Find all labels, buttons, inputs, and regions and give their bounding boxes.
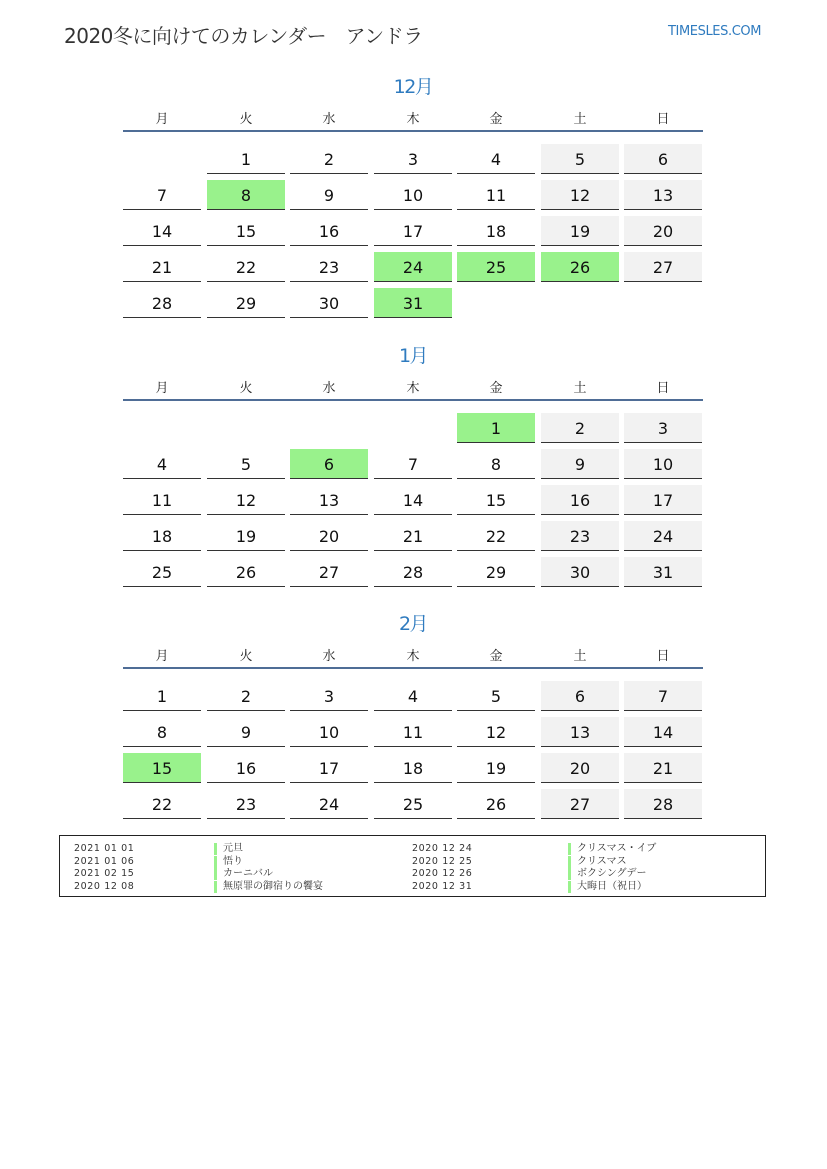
day-cell[interactable]: 2: [541, 413, 619, 443]
day-cell[interactable]: 4: [374, 681, 452, 711]
day-cell[interactable]: 5: [457, 681, 535, 711]
weekday-label: 火: [239, 649, 253, 664]
day-cell[interactable]: 27: [541, 789, 619, 819]
legend-holiday-name: クリスマス: [568, 856, 627, 868]
day-cell[interactable]: 1: [207, 144, 285, 174]
day-cell[interactable]: 27: [624, 252, 702, 282]
weekday-label: 月: [155, 381, 169, 396]
day-cell[interactable]: 17: [624, 485, 702, 515]
holiday-day-cell[interactable]: 1: [457, 413, 535, 443]
legend-holiday-name: 無原罪の御宿りの饗宴: [214, 881, 323, 893]
day-cell[interactable]: 28: [374, 557, 452, 587]
day-cell[interactable]: 28: [123, 288, 201, 318]
legend-holiday-name: 大晦日（祝日）: [568, 881, 647, 893]
day-cell[interactable]: 3: [290, 681, 368, 711]
day-cell[interactable]: 25: [123, 557, 201, 587]
day-cell[interactable]: 13: [541, 717, 619, 747]
weekday-label: 火: [239, 381, 253, 396]
legend-date: 2020 12 24: [412, 843, 473, 854]
day-cell[interactable]: 9: [290, 180, 368, 210]
day-cell[interactable]: 4: [123, 449, 201, 479]
weekday-divider: [123, 667, 703, 669]
day-cell[interactable]: 4: [457, 144, 535, 174]
weekday-label: 日: [656, 112, 670, 127]
day-cell[interactable]: 20: [541, 753, 619, 783]
legend-date: 2020 12 08: [74, 881, 135, 892]
day-cell[interactable]: 29: [207, 288, 285, 318]
day-cell[interactable]: 11: [123, 485, 201, 515]
day-cell[interactable]: 10: [374, 180, 452, 210]
holiday-day-cell[interactable]: 24: [374, 252, 452, 282]
legend-holiday-name: 元旦: [214, 843, 243, 855]
day-cell[interactable]: 7: [374, 449, 452, 479]
day-cell[interactable]: 25: [374, 789, 452, 819]
day-cell[interactable]: 20: [624, 216, 702, 246]
day-cell[interactable]: 26: [457, 789, 535, 819]
day-cell[interactable]: 19: [541, 216, 619, 246]
legend-date: 2020 12 25: [412, 856, 473, 867]
weekday-label: 水: [322, 112, 336, 127]
day-cell[interactable]: 22: [207, 252, 285, 282]
weekday-header: [123, 645, 703, 665]
weekday-label: 木: [406, 381, 420, 396]
weekday-label: 土: [573, 649, 587, 664]
day-cell[interactable]: 23: [290, 252, 368, 282]
day-cell[interactable]: 30: [541, 557, 619, 587]
weekday-label: 月: [155, 112, 169, 127]
weekday-label: 金: [489, 112, 503, 127]
weekday-header: [123, 377, 703, 397]
day-cell[interactable]: 12: [207, 485, 285, 515]
day-cell[interactable]: 5: [207, 449, 285, 479]
day-cell[interactable]: 18: [123, 521, 201, 551]
holiday-day-cell[interactable]: 31: [374, 288, 452, 318]
legend-holiday-name: カーニバル: [214, 868, 273, 880]
legend-holiday-name: 悟り: [214, 856, 243, 868]
day-cell[interactable]: 10: [624, 449, 702, 479]
day-cell[interactable]: 24: [624, 521, 702, 551]
page-title: 2020冬に向けてのカレンダー アンドラ: [64, 24, 423, 48]
day-cell[interactable]: 22: [123, 789, 201, 819]
day-cell[interactable]: 1: [123, 681, 201, 711]
holiday-day-cell[interactable]: 8: [207, 180, 285, 210]
weekday-label: 月: [155, 649, 169, 664]
legend-date: 2020 12 26: [412, 868, 473, 879]
day-cell[interactable]: 29: [457, 557, 535, 587]
day-cell[interactable]: 16: [290, 216, 368, 246]
day-cell[interactable]: 19: [457, 753, 535, 783]
day-cell[interactable]: 13: [624, 180, 702, 210]
weekday-label: 日: [656, 649, 670, 664]
day-cell[interactable]: 17: [374, 216, 452, 246]
day-cell[interactable]: 15: [207, 216, 285, 246]
weekday-label: 木: [406, 112, 420, 127]
day-cell[interactable]: 26: [207, 557, 285, 587]
day-cell[interactable]: 6: [541, 681, 619, 711]
brand-link[interactable]: TIMESLES.COM: [668, 24, 762, 39]
weekday-divider: [123, 399, 703, 401]
day-cell[interactable]: 10: [290, 717, 368, 747]
day-cell[interactable]: 3: [374, 144, 452, 174]
day-cell[interactable]: 11: [374, 717, 452, 747]
day-cell[interactable]: 9: [541, 449, 619, 479]
day-cell[interactable]: 24: [290, 789, 368, 819]
day-cell[interactable]: 21: [374, 521, 452, 551]
legend-date: 2021 01 01: [74, 843, 135, 854]
holiday-day-cell[interactable]: 26: [541, 252, 619, 282]
day-cell[interactable]: 27: [290, 557, 368, 587]
day-cell[interactable]: 2: [207, 681, 285, 711]
day-cell[interactable]: 18: [374, 753, 452, 783]
weekday-label: 水: [322, 649, 336, 664]
holiday-day-cell[interactable]: 6: [290, 449, 368, 479]
day-cell[interactable]: 14: [123, 216, 201, 246]
day-cell[interactable]: 8: [457, 449, 535, 479]
day-cell[interactable]: 21: [123, 252, 201, 282]
day-cell[interactable]: 16: [541, 485, 619, 515]
day-cell[interactable]: 6: [624, 144, 702, 174]
day-cell[interactable]: 23: [207, 789, 285, 819]
day-cell[interactable]: 3: [624, 413, 702, 443]
day-cell[interactable]: 2: [290, 144, 368, 174]
holiday-day-cell[interactable]: 25: [457, 252, 535, 282]
day-cell[interactable]: 9: [207, 717, 285, 747]
day-cell[interactable]: 13: [290, 485, 368, 515]
legend-holiday-name: ボクシングデー: [568, 868, 647, 880]
day-cell[interactable]: 14: [624, 717, 702, 747]
day-cell[interactable]: 14: [374, 485, 452, 515]
weekday-label: 土: [573, 112, 587, 127]
weekday-label: 金: [489, 649, 503, 664]
day-cell[interactable]: 23: [541, 521, 619, 551]
day-cell[interactable]: 21: [624, 753, 702, 783]
weekday-label: 木: [406, 649, 420, 664]
weekday-label: 土: [573, 381, 587, 396]
legend-date: 2021 01 06: [74, 856, 135, 867]
holiday-legend: [59, 835, 766, 897]
legend-date: 2020 12 31: [412, 881, 473, 892]
day-cell[interactable]: 5: [541, 144, 619, 174]
month-title: 12月: [393, 76, 433, 98]
day-cell[interactable]: 15: [457, 485, 535, 515]
weekday-label: 水: [322, 381, 336, 396]
day-cell[interactable]: 12: [457, 717, 535, 747]
day-cell[interactable]: 7: [624, 681, 702, 711]
day-cell[interactable]: 16: [207, 753, 285, 783]
holiday-day-cell[interactable]: 15: [123, 753, 201, 783]
weekday-label: 火: [239, 112, 253, 127]
day-cell[interactable]: 22: [457, 521, 535, 551]
legend-holiday-name: クリスマス・イブ: [568, 843, 656, 855]
day-cell[interactable]: 11: [457, 180, 535, 210]
day-cell[interactable]: 19: [207, 521, 285, 551]
day-cell[interactable]: 31: [624, 557, 702, 587]
day-cell[interactable]: 30: [290, 288, 368, 318]
weekday-label: 金: [489, 381, 503, 396]
weekday-label: 日: [656, 381, 670, 396]
weekday-header: [123, 108, 703, 128]
day-cell[interactable]: 8: [123, 717, 201, 747]
day-cell[interactable]: 7: [123, 180, 201, 210]
day-cell[interactable]: 20: [290, 521, 368, 551]
month-title: 1月: [398, 345, 428, 367]
day-cell[interactable]: 12: [541, 180, 619, 210]
day-cell[interactable]: 18: [457, 216, 535, 246]
weekday-divider: [123, 130, 703, 132]
day-cell[interactable]: 17: [290, 753, 368, 783]
legend-date: 2021 02 15: [74, 868, 135, 879]
month-title: 2月: [398, 613, 428, 635]
day-cell[interactable]: 28: [624, 789, 702, 819]
